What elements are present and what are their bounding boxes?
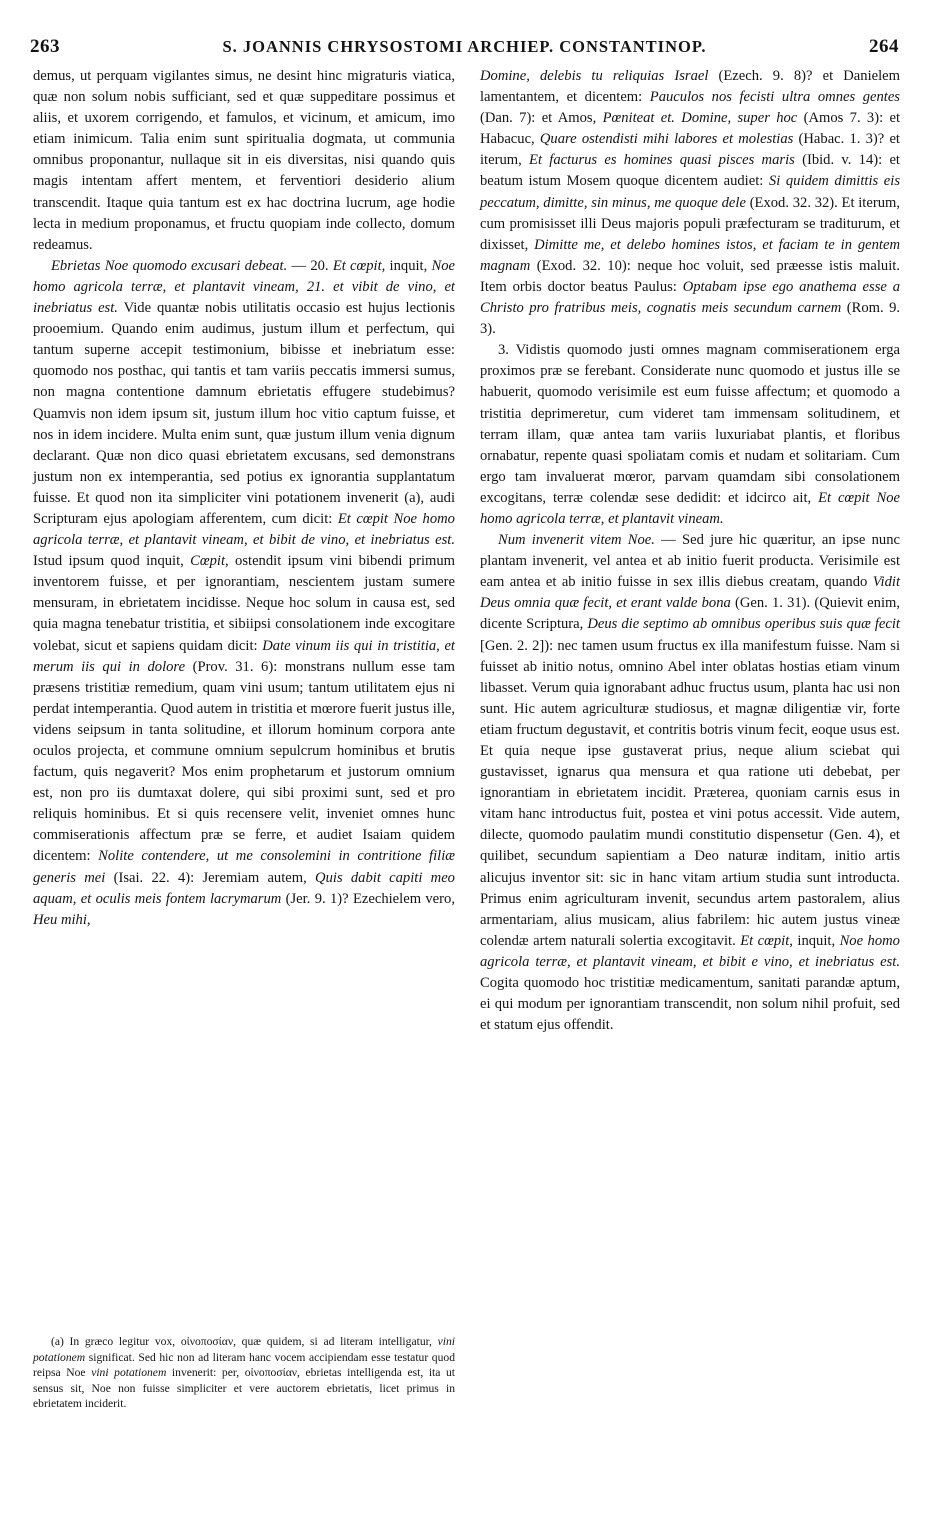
section-heading: Num invenerit vitem Noe. bbox=[498, 532, 655, 549]
scripture-quote: Quis dabit capiti meo aquam, et oculis meis fontem lacrymarum bbox=[33, 869, 455, 907]
running-title: S. JOANNIS CHRYSOSTOMI ARCHIEP. CONSTANTINOP. bbox=[222, 37, 707, 56]
paragraph bbox=[33, 256, 455, 931]
paragraph bbox=[480, 340, 900, 530]
scripture-quote: Date vinum iis qui in tristitia, et merum iis qui in dolore bbox=[33, 637, 455, 675]
text-span: inquit, bbox=[797, 932, 836, 949]
scripture-reference: (Isai. 22. 4): bbox=[113, 869, 195, 886]
scripture-reference: (Dan. 7): bbox=[480, 110, 536, 127]
text-span: Vide quantæ nobis utilitatis occasio est hujus lectionis prooemium. Quando enim audimus, justum illum et perfectum, qui tantum superne accepit testimonium, bibisse et inebriatum esse: quomodo nos posthac, qui tantis et tam variis peccatis immersi sumus, non magna contentione damnum ebrietatis effugere studebimus? Quamvis non idem ipsum sit, justum illum hoc vitio captum fuisse, et nos in idem incidere. Multa enim sunt, quæ justum illum venia dignum declarant. Quæ non dico quasi ebrietatem excusans, sed demonstrans justum non ex intemperantia, sed potius ex ignorantia supplantatum fuisse. Et quod non ita simpliciter vini potationem invenerit (a), audi Scripturam ejus apologiam afferentem, cum dicit: bbox=[33, 300, 455, 527]
text-span: et Habacuc, bbox=[480, 110, 901, 148]
scripture-reference: (Prov. 31. 6): bbox=[192, 658, 278, 675]
paragraph bbox=[480, 530, 900, 1036]
scripture-quote: Pœniteat et. Domine, super hoc bbox=[602, 110, 798, 127]
scripture-reference: (Exod. 32. 32). bbox=[749, 194, 838, 211]
text-span: inquit, bbox=[389, 257, 428, 274]
text-span: et beatum istum Mosem quoque dicentem audiet: bbox=[480, 152, 900, 190]
text-span: significat. Sed hic non ad literam hanc vocem accipiendam esse testatur quod reipsa Noe bbox=[33, 1350, 455, 1380]
italic-term: vini potationem bbox=[91, 1366, 167, 1380]
scripture-reference: (Habac. 1. 3)? bbox=[798, 131, 885, 148]
text-span: Et iterum, cum promisisset illi Deus majoris populi præfecturam se traditurum, et dixisset, bbox=[480, 194, 900, 253]
text-span: Jeremiam autem, bbox=[202, 869, 307, 886]
scripture-quote: Noe homo agricola terræ, et plantavit vineam, 21. et vibit de vino, et inebriatus est. bbox=[33, 257, 456, 317]
running-header bbox=[30, 36, 899, 58]
footnote-text bbox=[33, 1334, 455, 1412]
text-span: neque hoc voluit, sed præesse istis maluit. Item orbis doctor beatus Paulus: bbox=[480, 257, 900, 295]
text-span: Istud ipsum quod inquit, bbox=[33, 553, 184, 570]
footnote bbox=[33, 1334, 455, 1412]
text-span: Ezechielem vero, bbox=[352, 890, 455, 907]
scripture-quote: Si quidem dimittis eis peccatum, dimitte, sin minus, me quoque dele bbox=[480, 173, 900, 211]
scripture-reference: (Jer. 9. 1)? bbox=[285, 890, 349, 907]
scripture-quote: Cœpit, bbox=[190, 553, 229, 570]
scripture-quote: Vidit Deus omnia quæ fecit, et erant valde bona bbox=[480, 574, 900, 612]
scripture-quote: Noe homo agricola terræ, et plantavit vineam, et bibit e vino, et inebriatus est. bbox=[480, 932, 900, 970]
text-span: et Amos, bbox=[541, 110, 597, 127]
left-column bbox=[33, 66, 455, 931]
text-span: invenerit: per, οἰνοποσίαν, ebrietas intelligenda est, ita ut sensus sit, Noe non fuisse simpliciter et vere auctorem ebrietatis, licet primus in ebrietatem inciderit. bbox=[33, 1366, 456, 1411]
left-page-number: 263 bbox=[30, 36, 60, 57]
scripture-quote: Et cœpit Noe homo agricola terræ, et plantavit vineam. bbox=[480, 489, 900, 527]
scripture-quote: Et facturus es homines quasi pisces maris bbox=[529, 152, 795, 169]
section-heading: Ebrietas Noe quomodo excusari debeat. bbox=[51, 257, 288, 274]
paragraph bbox=[480, 66, 900, 340]
scripture-reference: (Ibid. v. 14): bbox=[802, 152, 883, 169]
scripture-reference: (Gen. 1. 31). bbox=[735, 595, 811, 612]
text-span: et iterum, bbox=[480, 131, 900, 169]
text-span: monstrans nullum esse tam præsens tristitiæ remedium, quam vini usum; tantum utilitatem ejus ni perdat intemperantia. Quod autem in tristitia et mœrore fuerit justus ille, videns seipsum in tanta solitudine, et illorum hominum corpora ante oculos projecta, et commune omnium sepulcrum hominibus et brutis factum, quis negaverit? Mos enim prophetarum et justorum omnium est, non pro iis dumtaxat dolere, qui sibi proximi sunt, sed et pro reliquis hominibus. Et si quis recensere velit, inveniet omnes hunc commiserationis affectum præ se ferre, et audiet Isaiam quidem dicentem: bbox=[33, 658, 455, 865]
scripture-quote: Et cœpit, bbox=[740, 932, 793, 949]
scripture-quote: Et cœpit, bbox=[332, 257, 386, 274]
italic-term: vini potationem bbox=[33, 1335, 455, 1364]
text-span: et Danielem lamentantem, et dicentem: bbox=[480, 68, 901, 106]
paragraph: demus, ut perquam vigilantes simus, ne desint hinc migraturis viatica, quæ non solum nobis sufficiant, sed et quæ suppeditare possimus et aliis, et uxorem corrigendo, et famulos, et vicinum, et amicum, imo etiam inimicum. Talia enim sunt spiritualia dogmata, ut communia omnibus proponantur, nullaque sit in eis diversitas, nisi quando quis magis intentam affert mentem, et ferventiori desiderio alium transcendit. Itaque quia tantum est ex hac doctrina lucrum, age hodie lecta in medium proponamus, et fructu quopiam inde collecto, domum redeamus. bbox=[33, 68, 455, 253]
text-span: nec tamen usum fructus ex illa manifestum fuisse. Nam si fuisset ab initio notus, omnino Abel inter oblatas hostias etiam vinum libasset. Verum quia ignorabant adhuc fructus usum, planta hac usi non sunt. Hic autem agriculturæ studiosus, et magnæ diligentiæ vir, forte etiam fructum degustavit, et contritis botris vinum fecit, eoque usus est. Et quia neque ipse gustaverat prius, neque alium sciebat qui gustavisset, ignarus qua mensura et qua ratione uti debebat, per ignorantiam in ebrietatem incidit. Præterea, quoniam carnis esus in vitam hanc introductus fuit, postea et vini potus accessit. Vide autem, dilecte, quomodo paulatim mundi constitutio dispensetur bbox=[480, 637, 900, 844]
right-column bbox=[480, 66, 900, 1036]
text-span: 3. Vidistis quomodo justi omnes magnam commiserationem erga proximos præ se ferebant. Considerate nunc quomodo et justus ille se habuerit, quomodo verisimile est eum fuisse affectum; et quomodo a tristitia deprimeretur, cum videret tam immensam solitudinem, et terram illam, quæ antea tam variis luxuriabat plantis, et floribus ornabatur, repente quasi spoliatam comis et nudam et solitariam. Cum ergo tam invaluerat mœror, parvam quamdam sibi consolationem excogitans, terræ colendæ sese dedidit: et idcirco ait, bbox=[480, 342, 900, 506]
scripture-reference: [Gen. 2. 2]): bbox=[480, 637, 554, 654]
text-span: — Sed jure hic quæritur, an ipse nunc plantam invenerit, vel antea et ab initio fuerit producta. Verisimile est eam antea et ab initio fuisse in sex illis diebus creatam, quando bbox=[480, 532, 900, 591]
scripture-reference: (Exod. 32. 10): bbox=[536, 257, 631, 274]
text-span: ostendit ipsum vini bibendi primum inventorem fuisse, et per ignorantiam, nescientem justam sumere mensuram, in ebrietatem incidisse. Neque hoc solum in causa est, sed quia magna tenebatur tristitia, et sibiipsi consolationem inde excogitare volebat, sicut et sapiens quidam dicit: bbox=[33, 553, 456, 654]
scripture-quote: Nolite contendere, ut me consolemini in contritione filiæ generis mei bbox=[33, 848, 455, 886]
text-span: Cogita quomodo hoc tristitiæ medicamentum, sanitati parandæ aptum, ei qui modum per ignorantiam transcendit, non solum nihil profuit, sed et statum ejus offendit. bbox=[480, 975, 900, 1034]
scripture-reference: (Amos 7. 3): bbox=[803, 110, 884, 127]
scripture-quote: Et cœpit Noe homo agricola terræ, et plantavit vineam, et bibit de vino, et inebriatus est. bbox=[33, 510, 455, 549]
scripture-reference: (Rom. 9. 3). bbox=[480, 300, 901, 338]
scripture-quote: Dimitte me, et delebo homines istos, et faciam te in gentem magnam bbox=[480, 236, 900, 274]
scripture-quote: Optabam ipse ego anathema esse a Christo pro fratribus meis, cognatis meis secundum carnem bbox=[480, 278, 900, 317]
right-page-number: 264 bbox=[868, 36, 899, 57]
scripture-quote: Domine, delebis tu reliquias Israel bbox=[480, 68, 709, 84]
scripture-reference: (Gen. 4), bbox=[829, 827, 884, 844]
scripture-quote: Heu mihi, bbox=[33, 911, 91, 928]
scripture-reference: (Ezech. 9. 8)? bbox=[718, 68, 813, 84]
scripture-quote: Deus die septimo ab omnibus operibus suis quæ fecit bbox=[587, 616, 900, 633]
scripture-quote: Pauculos nos fecisti ultra omnes gentes bbox=[649, 89, 900, 106]
text-span: (a) In græco legitur vox, οἰνοποσίαν, quæ quidem, si ad literam intelligatur, bbox=[51, 1335, 432, 1348]
text-span: et quilibet, secundum sapientiam a Deo naturæ inditam, initio artis alicujus inventor sit: sic in hanc vitam artium studia sunt introducta. Primus enim agriculturam invenit, secundus artem pastoralem, alius armentariam, alius musicam, alius fabrilem: hic autem justus vineæ colendæ artem naturali solertia excogitavit. bbox=[480, 827, 900, 949]
text-span: (Quievit enim, dicente Scriptura, bbox=[480, 595, 900, 633]
verse-number: — 20. bbox=[291, 257, 329, 274]
scripture-quote: Quare ostendisti mihi labores et molestias bbox=[539, 131, 794, 148]
